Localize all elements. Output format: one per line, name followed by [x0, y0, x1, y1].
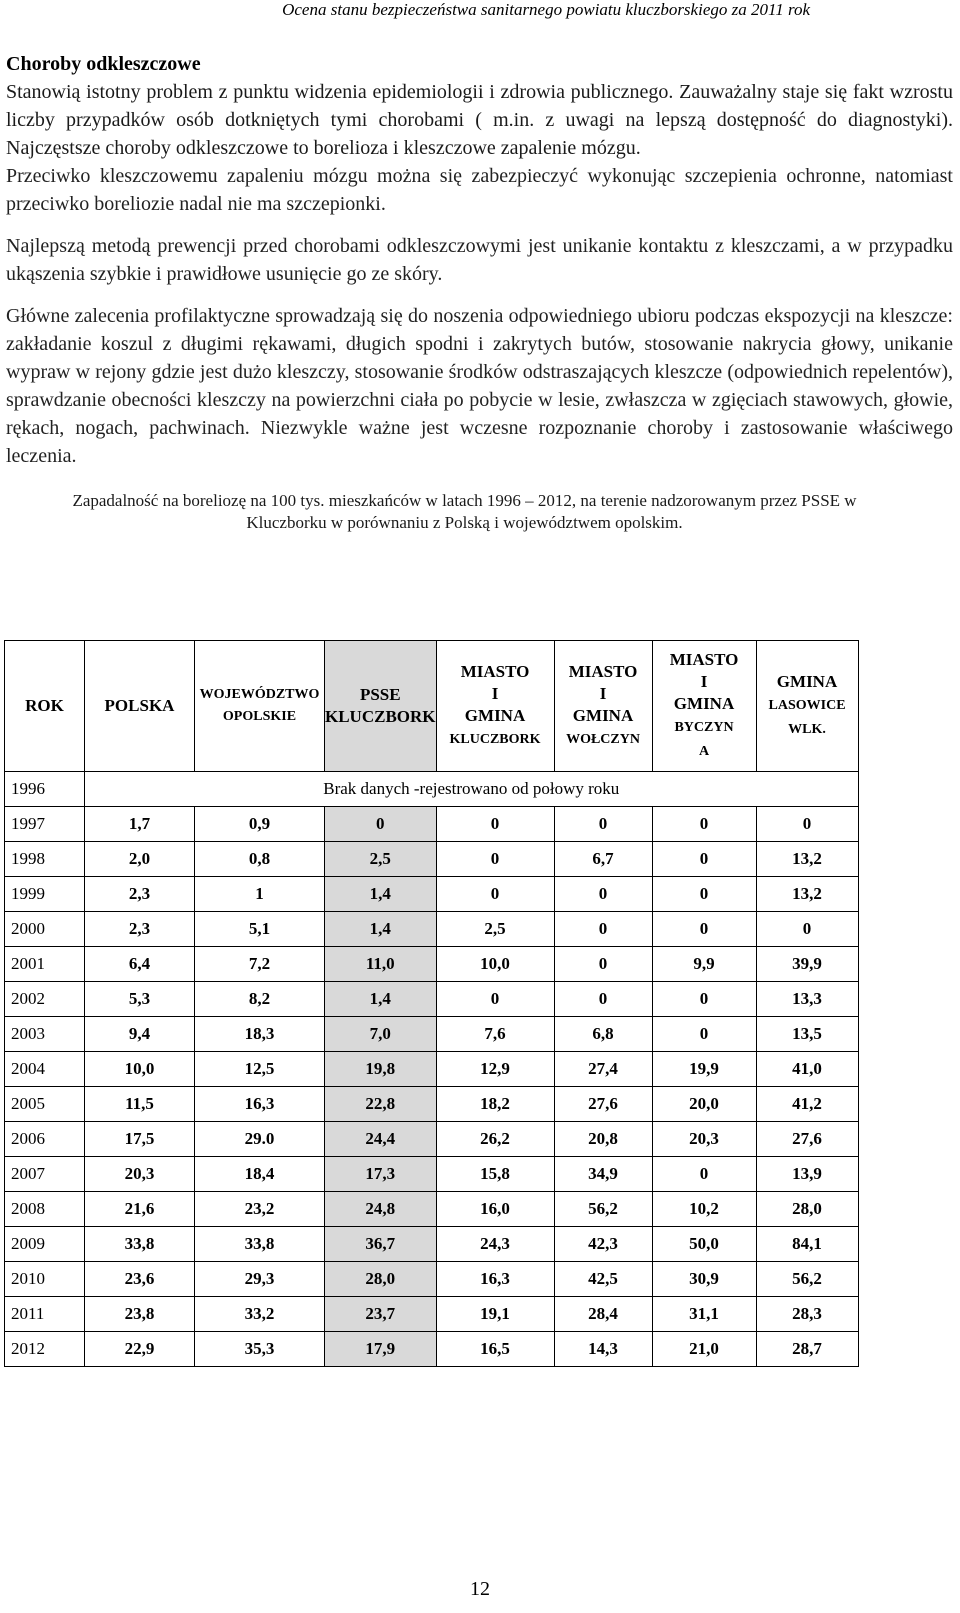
cell-polska: 10,0	[85, 1052, 195, 1087]
cell-psse: 24,8	[325, 1192, 437, 1227]
cell-psse: 23,7	[325, 1297, 437, 1332]
cell-year: 2002	[5, 982, 85, 1017]
cell-wojewodztwo: 7,2	[195, 947, 325, 982]
cell-kluczbork: 18,2	[436, 1087, 554, 1122]
cell-lasowice: 28,0	[756, 1192, 858, 1227]
cell-byczyna: 20,0	[652, 1087, 756, 1122]
cell-year: 2000	[5, 912, 85, 947]
cell-byczyna: 50,0	[652, 1227, 756, 1262]
cell-wojewodztwo: 0,8	[195, 842, 325, 877]
cell-lasowice: 39,9	[756, 947, 858, 982]
cell-lasowice: 56,2	[756, 1262, 858, 1297]
cell-lasowice: 28,3	[756, 1297, 858, 1332]
cell-no-data-note: Brak danych -rejestrowano od połowy roku	[85, 772, 859, 807]
paragraph-vaccination: Przeciwko kleszczowemu zapaleniu mózgu można się zabezpieczyć wykonując szczepienia ochronne, natomiast przeciwko boreliozie nadal nie ma szczepionki.	[6, 165, 953, 215]
cell-polska: 17,5	[85, 1122, 195, 1157]
table-row	[5, 1262, 859, 1297]
cell-kluczbork: 0	[436, 807, 554, 842]
cell-wolczyn: 0	[554, 912, 652, 947]
cell-wolczyn: 42,5	[554, 1262, 652, 1297]
cell-wojewodztwo: 0,9	[195, 807, 325, 842]
document-body	[6, 50, 953, 534]
cell-wojewodztwo: 18,4	[195, 1157, 325, 1192]
cell-psse: 17,3	[325, 1157, 437, 1192]
cell-lasowice: 0	[756, 912, 858, 947]
cell-wolczyn: 0	[554, 982, 652, 1017]
cell-polska: 9,4	[85, 1017, 195, 1052]
cell-psse: 17,9	[325, 1332, 437, 1367]
cell-polska: 2,0	[85, 842, 195, 877]
cell-year: 2001	[5, 947, 85, 982]
cell-year: 2011	[5, 1297, 85, 1332]
cell-byczyna: 0	[652, 807, 756, 842]
cell-year: 1998	[5, 842, 85, 877]
cell-wolczyn: 6,7	[554, 842, 652, 877]
cell-wolczyn: 56,2	[554, 1192, 652, 1227]
cell-year: 2005	[5, 1087, 85, 1122]
header-rok: ROK	[5, 641, 85, 772]
cell-year: 1997	[5, 807, 85, 842]
incidence-table	[4, 640, 859, 1367]
cell-year: 2003	[5, 1017, 85, 1052]
header-wo-line4: WOŁCZYN	[566, 732, 640, 747]
table-row	[5, 1052, 859, 1087]
cell-wolczyn: 0	[554, 877, 652, 912]
header-kl-line3: GMINA	[464, 706, 526, 725]
cell-wolczyn: 14,3	[554, 1332, 652, 1367]
cell-byczyna: 20,3	[652, 1122, 756, 1157]
cell-byczyna: 0	[652, 1017, 756, 1052]
header-by-line4: BYCZYN	[674, 720, 734, 735]
cell-wolczyn: 20,8	[554, 1122, 652, 1157]
cell-psse: 19,8	[325, 1052, 437, 1087]
table-row	[5, 1122, 859, 1157]
cell-kluczbork: 0	[436, 877, 554, 912]
cell-polska: 22,9	[85, 1332, 195, 1367]
cell-polska: 20,3	[85, 1157, 195, 1192]
header-kl-line4: KLUCZBORK	[449, 732, 541, 747]
cell-year: 2007	[5, 1157, 85, 1192]
cell-wolczyn: 27,4	[554, 1052, 652, 1087]
cell-year: 2012	[5, 1332, 85, 1367]
cell-kluczbork: 16,5	[436, 1332, 554, 1367]
header-woj-line1: WOJEWÓDZTWO	[199, 687, 320, 702]
header-wo-line2: I	[599, 684, 607, 703]
cell-wojewodztwo: 12,5	[195, 1052, 325, 1087]
cell-lasowice: 13,2	[756, 842, 858, 877]
cell-byczyna: 0	[652, 877, 756, 912]
cell-wojewodztwo: 33,2	[195, 1297, 325, 1332]
cell-year: 2008	[5, 1192, 85, 1227]
header-by-line2: I	[700, 672, 708, 691]
header-la-line3: WLK.	[788, 722, 826, 737]
cell-byczyna: 19,9	[652, 1052, 756, 1087]
header-psse-line1: PSSE	[359, 685, 401, 704]
cell-byczyna: 21,0	[652, 1332, 756, 1367]
header-kl-line2: I	[491, 684, 499, 703]
cell-polska: 21,6	[85, 1192, 195, 1227]
cell-byczyna: 31,1	[652, 1297, 756, 1332]
header-by-line5: A	[698, 744, 710, 759]
cell-wolczyn: 0	[554, 947, 652, 982]
table-row	[5, 947, 859, 982]
table-row	[5, 1017, 859, 1052]
cell-psse: 1,4	[325, 982, 437, 1017]
cell-kluczbork: 19,1	[436, 1297, 554, 1332]
cell-wolczyn: 6,8	[554, 1017, 652, 1052]
cell-wojewodztwo: 23,2	[195, 1192, 325, 1227]
cell-kluczbork: 12,9	[436, 1052, 554, 1087]
table-row	[5, 1087, 859, 1122]
cell-polska: 23,6	[85, 1262, 195, 1297]
section-heading: Choroby odkleszczowe	[6, 53, 201, 75]
cell-year: 1996	[5, 772, 85, 807]
cell-kluczbork: 10,0	[436, 947, 554, 982]
table-row	[5, 1297, 859, 1332]
cell-kluczbork: 15,8	[436, 1157, 554, 1192]
cell-wojewodztwo: 33,8	[195, 1227, 325, 1262]
cell-lasowice: 13,9	[756, 1157, 858, 1192]
cell-byczyna: 10,2	[652, 1192, 756, 1227]
paragraph-prevention: Najlepszą metodą prewencji przed chorobami odkleszczowymi jest unikanie kontaktu z kleszczami, a w przypadku ukąszenia szybkie i prawidłowe usunięcie go ze skóry.	[6, 235, 953, 285]
cell-wojewodztwo: 29,3	[195, 1262, 325, 1297]
table-row	[5, 1192, 859, 1227]
cell-kluczbork: 0	[436, 982, 554, 1017]
header-byczyna	[652, 641, 756, 772]
header-wojewodztwo	[195, 641, 325, 772]
cell-kluczbork: 0	[436, 842, 554, 877]
cell-psse: 7,0	[325, 1017, 437, 1052]
cell-lasowice: 41,0	[756, 1052, 858, 1087]
cell-kluczbork: 26,2	[436, 1122, 554, 1157]
cell-polska: 1,7	[85, 807, 195, 842]
cell-year: 2006	[5, 1122, 85, 1157]
cell-psse: 28,0	[325, 1262, 437, 1297]
incidence-table-wrapper	[4, 640, 859, 1367]
cell-byczyna: 9,9	[652, 947, 756, 982]
table-row	[5, 842, 859, 877]
cell-year: 2004	[5, 1052, 85, 1087]
table-row	[5, 807, 859, 842]
running-header: Ocena stanu bezpieczeństwa sanitarnego powiatu kluczborskiego za 2011 rok	[282, 0, 810, 19]
cell-lasowice: 41,2	[756, 1087, 858, 1122]
cell-wojewodztwo: 35,3	[195, 1332, 325, 1367]
cell-polska: 2,3	[85, 877, 195, 912]
table-caption: Zapadalność na boreliozę na 100 tys. mieszkańców w latach 1996 – 2012, na terenie nadzorowanym przez PSSE w Kluczborku w porównaniu z Polską i województwem opolskim.	[72, 491, 857, 532]
header-wolczyn	[554, 641, 652, 772]
header-wo-line1: MIASTO	[568, 662, 638, 681]
cell-lasowice: 13,5	[756, 1017, 858, 1052]
cell-wolczyn: 42,3	[554, 1227, 652, 1262]
cell-byczyna: 0	[652, 912, 756, 947]
cell-wolczyn: 28,4	[554, 1297, 652, 1332]
table-row	[5, 877, 859, 912]
cell-year: 2010	[5, 1262, 85, 1297]
cell-kluczbork: 24,3	[436, 1227, 554, 1262]
cell-wojewodztwo: 5,1	[195, 912, 325, 947]
cell-lasowice: 13,3	[756, 982, 858, 1017]
cell-psse: 2,5	[325, 842, 437, 877]
cell-wojewodztwo: 8,2	[195, 982, 325, 1017]
cell-psse: 1,4	[325, 912, 437, 947]
cell-kluczbork: 16,0	[436, 1192, 554, 1227]
cell-byczyna: 0	[652, 982, 756, 1017]
cell-lasowice: 27,6	[756, 1122, 858, 1157]
cell-byczyna: 0	[652, 1157, 756, 1192]
cell-kluczbork: 2,5	[436, 912, 554, 947]
header-kluczbork	[436, 641, 554, 772]
cell-psse: 24,4	[325, 1122, 437, 1157]
cell-polska: 6,4	[85, 947, 195, 982]
paragraph-intro: Stanowią istotny problem z punktu widzenia epidemiologii i zdrowia publicznego. Zauważalny staje się fakt wzrostu liczby przypadków osób dotkniętych tymi chorobami ( m.in. z uwagi na lepszą dostępność do diagnostyki). Najczęstsze choroby odkleszczowe to borelioza i kleszczowe zapalenie mózgu.	[6, 81, 953, 159]
cell-polska: 2,3	[85, 912, 195, 947]
cell-psse: 22,8	[325, 1087, 437, 1122]
cell-wolczyn: 34,9	[554, 1157, 652, 1192]
table-row	[5, 1227, 859, 1262]
header-kl-line1: MIASTO	[460, 662, 530, 681]
cell-polska: 11,5	[85, 1087, 195, 1122]
table-header-row	[5, 641, 859, 772]
cell-psse: 1,4	[325, 877, 437, 912]
table-body	[5, 772, 859, 1367]
cell-wolczyn: 0	[554, 807, 652, 842]
header-polska: POLSKA	[85, 641, 195, 772]
cell-wojewodztwo: 29.0	[195, 1122, 325, 1157]
table-row	[5, 912, 859, 947]
header-la-line2: LASOWICE	[768, 698, 846, 713]
cell-wojewodztwo: 16,3	[195, 1087, 325, 1122]
cell-lasowice: 28,7	[756, 1332, 858, 1367]
cell-polska: 33,8	[85, 1227, 195, 1262]
table-row	[5, 982, 859, 1017]
cell-polska: 23,8	[85, 1297, 195, 1332]
cell-lasowice: 13,2	[756, 877, 858, 912]
cell-year: 1999	[5, 877, 85, 912]
header-woj-line2: OPOLSKIE	[222, 709, 297, 724]
header-la-line1: GMINA	[776, 672, 838, 691]
table-row	[5, 772, 859, 807]
cell-wojewodztwo: 18,3	[195, 1017, 325, 1052]
cell-psse: 0	[325, 807, 437, 842]
header-lasowice	[756, 641, 858, 772]
header-psse-line2: KLUCZBORK	[325, 707, 436, 726]
cell-psse: 36,7	[325, 1227, 437, 1262]
cell-lasowice: 0	[756, 807, 858, 842]
cell-wojewodztwo: 1	[195, 877, 325, 912]
header-psse	[325, 641, 437, 772]
header-wo-line3: GMINA	[572, 706, 634, 725]
cell-byczyna: 30,9	[652, 1262, 756, 1297]
cell-kluczbork: 7,6	[436, 1017, 554, 1052]
paragraph-recommendations: Główne zalecenia profilaktyczne sprowadzają się do noszenia odpowiedniego ubioru podczas ekspozycji na kleszcze: zakładanie koszul z długimi rękawami, długich spodni i zakrytych butów, stosowanie nakrycia głowy, unikanie wypraw w rejony gdzie jest dużo kleszczy, stosowanie środków odstraszających kleszcze (odpowiednich repelentów), sprawdzanie obecności kleszczy na powierzchni ciała po pobycie w lesie, zwłaszcza w zgięciach stawowych, głowie, rękach, nogach, pachwinach. Niezwykle ważne jest wczesne rozpoznanie choroby i zastosowanie właściwego leczenia.	[6, 305, 953, 467]
cell-year: 2009	[5, 1227, 85, 1262]
cell-kluczbork: 16,3	[436, 1262, 554, 1297]
cell-polska: 5,3	[85, 982, 195, 1017]
header-by-line3: GMINA	[673, 694, 735, 713]
cell-wolczyn: 27,6	[554, 1087, 652, 1122]
table-row	[5, 1157, 859, 1192]
page-number: 12	[470, 1578, 490, 1600]
header-by-line1: MIASTO	[669, 650, 739, 669]
cell-byczyna: 0	[652, 842, 756, 877]
cell-psse: 11,0	[325, 947, 437, 982]
table-row	[5, 1332, 859, 1367]
cell-lasowice: 84,1	[756, 1227, 858, 1262]
